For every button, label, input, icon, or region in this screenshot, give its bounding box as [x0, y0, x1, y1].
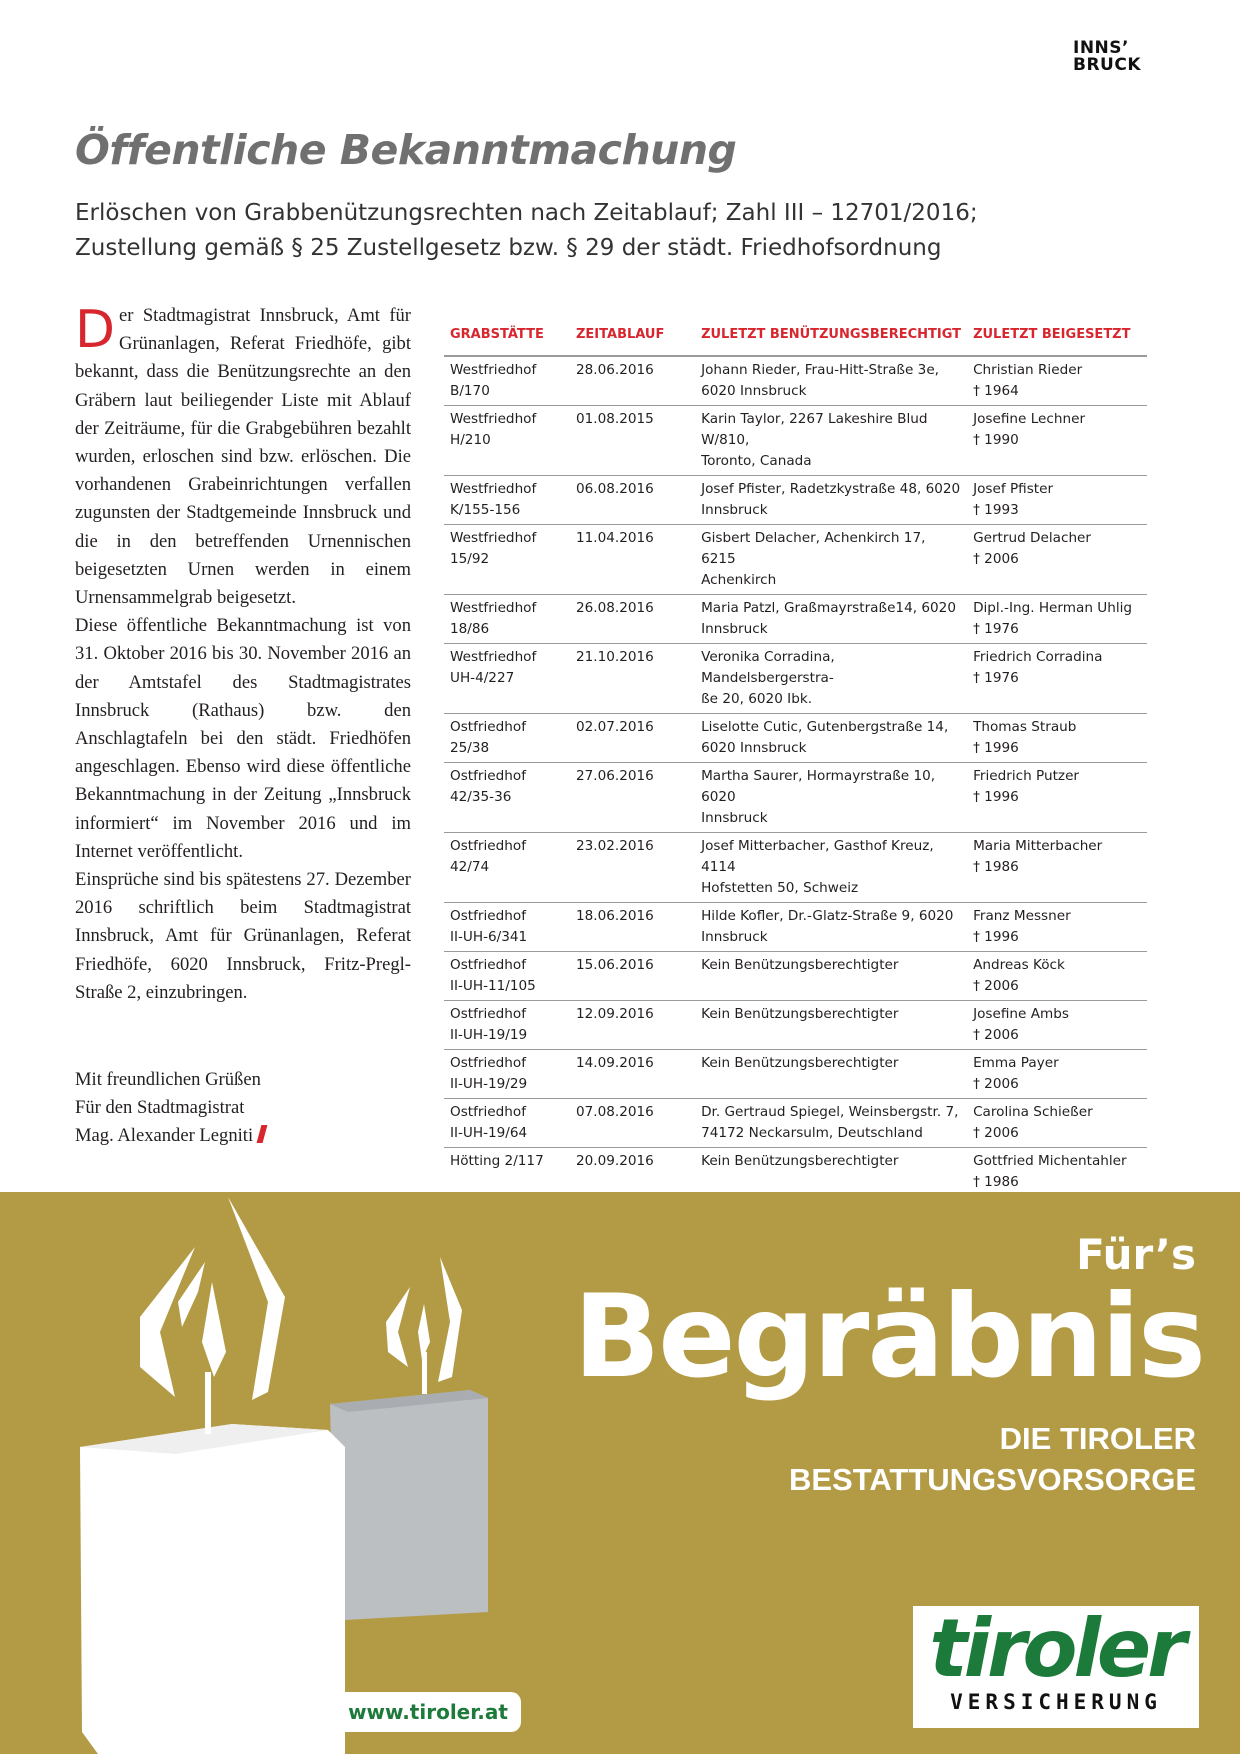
- brand-subtitle: VERSICHERUNG: [950, 1690, 1162, 1714]
- grey-candle-icon: [330, 1390, 488, 1620]
- header-zeitablauf: ZEITABLAUF: [570, 318, 695, 356]
- cell-beigesetzt: Josefine Ambs † 2006: [967, 1001, 1147, 1050]
- table-row: [444, 952, 1147, 1001]
- tiroler-versicherung-logo: [913, 1602, 1199, 1728]
- cell-zeitablauf: 18.06.2016: [570, 903, 695, 952]
- signature-greeting: Mit freundlichen Grüßen: [75, 1069, 261, 1090]
- page-subtitle: [75, 196, 1175, 266]
- cell-benuetzungsberechtigt: Kein Benützungsberechtigter: [695, 1001, 967, 1050]
- paragraph-3: Einsprüche sind bis spätestens 27. Dezember 2016 schriftlich beim Stadtmagistrat Innsbruck, Amt für Grünanlagen, Referat Friedhöfe, 6020 Innsbruck, Fritz-Pregl-Straße 2, einzubringen.: [75, 869, 411, 1003]
- cell-beigesetzt: Gertrud Delacher † 2006: [967, 525, 1147, 595]
- white-flame-inner-icon: [202, 1282, 226, 1377]
- subtitle-line-2: Zustellung gemäß § 25 Zustellgesetz bzw. § 29 der städt. Friedhofsordnung: [75, 235, 942, 261]
- header-beigesetzt: ZULETZT BEIGESETZT: [967, 318, 1147, 356]
- table-row: [444, 1001, 1147, 1050]
- table-row: [444, 903, 1147, 952]
- table-row: [444, 644, 1147, 714]
- cell-grabstaette: Westfriedhof 15/92: [444, 525, 570, 595]
- cell-benuetzungsberechtigt: Josef Mitterbacher, Gasthof Kreuz, 4114 Hofstetten 50, Schweiz: [695, 833, 967, 903]
- cell-grabstaette: Westfriedhof UH-4/227: [444, 644, 570, 714]
- table-row: [444, 1099, 1147, 1148]
- cell-beigesetzt: Maria Mitterbacher † 1986: [967, 833, 1147, 903]
- cell-grabstaette: Ostfriedhof 42/35-36: [444, 763, 570, 833]
- cell-benuetzungsberechtigt: Dr. Gertraud Spiegel, Weinsbergstr. 7, 74172 Neckarsulm, Deutschland: [695, 1099, 967, 1148]
- white-candle-icon: [80, 1424, 345, 1754]
- subtitle-line-1: Erlöschen von Grabbenützungsrechten nach Zeitablauf; Zahl III – 12701/2016;: [75, 200, 978, 226]
- brand-wordmark: tiroler: [929, 1602, 1183, 1695]
- cell-zeitablauf: 20.09.2016: [570, 1148, 695, 1197]
- cell-grabstaette: Westfriedhof K/155-156: [444, 476, 570, 525]
- grey-flame-left-icon: [386, 1287, 410, 1367]
- cell-zeitablauf: 07.08.2016: [570, 1099, 695, 1148]
- table-row: [444, 476, 1147, 525]
- drop-cap: D: [75, 300, 116, 360]
- ad-tagline-1: DIE TIROLER: [999, 1421, 1196, 1456]
- cell-zeitablauf: 11.04.2016: [570, 525, 695, 595]
- signature-block: [75, 1066, 265, 1150]
- header-grabstaette: GRABSTÄTTE: [444, 318, 570, 356]
- cell-benuetzungsberechtigt: Hilde Kofler, Dr.-Glatz-Straße 9, 6020 Innsbruck: [695, 903, 967, 952]
- table-row: [444, 763, 1147, 833]
- signature-name-row: [75, 1122, 265, 1150]
- table-row: [444, 714, 1147, 763]
- cell-beigesetzt: Friedrich Putzer † 1996: [967, 763, 1147, 833]
- table-row: [444, 595, 1147, 644]
- cell-grabstaette: Ostfriedhof 25/38: [444, 714, 570, 763]
- cell-benuetzungsberechtigt: Karin Taylor, 2267 Lakeshire Blud W/810, Toronto, Canada: [695, 406, 967, 476]
- cell-benuetzungsberechtigt: Kein Benützungsberechtigter: [695, 1148, 967, 1197]
- cell-grabstaette: Ostfriedhof 42/74: [444, 833, 570, 903]
- cell-benuetzungsberechtigt: Maria Patzl, Graßmayrstraße14, 6020 Innsbruck: [695, 595, 967, 644]
- cell-zeitablauf: 23.02.2016: [570, 833, 695, 903]
- white-candle-wick-icon: [205, 1372, 211, 1434]
- grey-flame-inner-icon: [418, 1304, 430, 1360]
- candles-illustration: [0, 1192, 560, 1754]
- cell-beigesetzt: Carolina Schießer † 2006: [967, 1099, 1147, 1148]
- cell-grabstaette: Ostfriedhof II-UH-19/64: [444, 1099, 570, 1148]
- cell-benuetzungsberechtigt: Veronika Corradina, Mandelsbergerstra- ße 20, 6020 Ibk.: [695, 644, 967, 714]
- cell-beigesetzt: Friedrich Corradina † 1976: [967, 644, 1147, 714]
- cell-benuetzungsberechtigt: Johann Rieder, Frau-Hitt-Straße 3e, 6020 Innsbruck: [695, 356, 967, 406]
- ad-furs: Für’s: [1076, 1230, 1196, 1279]
- cell-zeitablauf: 26.08.2016: [570, 595, 695, 644]
- table-row: [444, 356, 1147, 406]
- paragraph-2: Diese öffentliche Bekanntmachung ist von 31. Oktober 2016 bis 30. November 2016 an der Amtstafel des Stadtmagistrates Innsbruck (Rathaus) bzw. den Anschlagtafeln bei den städt. Friedhöfen angeschlagen. Ebenso wird diese öffentliche Bekanntmachung in der Zeitung „Innsbruck informiert“ im November 2016 und im Internet veröffentlicht.: [75, 615, 411, 862]
- cell-beigesetzt: Emma Payer † 2006: [967, 1050, 1147, 1099]
- cell-grabstaette: Ostfriedhof II-UH-11/105: [444, 952, 570, 1001]
- ad-tagline-2: BESTATTUNGSVORSORGE: [788, 1462, 1196, 1497]
- logo-line-2: BRUCK: [1073, 55, 1142, 75]
- cell-zeitablauf: 06.08.2016: [570, 476, 695, 525]
- signature-name: Mag. Alexander Legniti: [75, 1125, 254, 1146]
- cell-grabstaette: Westfriedhof B/170: [444, 356, 570, 406]
- table-row: [444, 1050, 1147, 1099]
- signature-office: Für den Stadtmagistrat: [75, 1097, 245, 1118]
- cell-beigesetzt: Josef Pfister † 1993: [967, 476, 1147, 525]
- cell-zeitablauf: 01.08.2015: [570, 406, 695, 476]
- table-header-row: [444, 318, 1147, 356]
- cell-beigesetzt: Andreas Köck † 2006: [967, 952, 1147, 1001]
- cell-grabstaette: Ostfriedhof II-UH-6/341: [444, 903, 570, 952]
- cell-benuetzungsberechtigt: Liselotte Cutic, Gutenbergstraße 14, 6020 Innsbruck: [695, 714, 967, 763]
- white-flame-right-icon: [228, 1197, 285, 1400]
- logo-line-1: INNS’: [1073, 38, 1129, 58]
- cell-grabstaette: Hötting 2/117: [444, 1148, 570, 1197]
- cell-zeitablauf: 02.07.2016: [570, 714, 695, 763]
- cell-zeitablauf: 15.06.2016: [570, 952, 695, 1001]
- ad-headline: Begräbnis: [573, 1270, 1204, 1403]
- cell-beigesetzt: Dipl.-Ing. Herman Uhlig † 1976: [967, 595, 1147, 644]
- cell-zeitablauf: 12.09.2016: [570, 1001, 695, 1050]
- cell-benuetzungsberechtigt: Kein Benützungsberechtigter: [695, 1050, 967, 1099]
- cell-grabstaette: Ostfriedhof II-UH-19/29: [444, 1050, 570, 1099]
- cell-beigesetzt: Thomas Straub † 1996: [967, 714, 1147, 763]
- red-slash-icon: [257, 1125, 268, 1143]
- cell-grabstaette: Westfriedhof 18/86: [444, 595, 570, 644]
- cell-zeitablauf: 27.06.2016: [570, 763, 695, 833]
- cell-zeitablauf: 28.06.2016: [570, 356, 695, 406]
- cell-zeitablauf: 14.09.2016: [570, 1050, 695, 1099]
- graves-table: [444, 318, 1147, 1267]
- cell-zeitablauf: 21.10.2016: [570, 644, 695, 714]
- cell-benuetzungsberechtigt: Kein Benützungsberechtigter: [695, 952, 967, 1001]
- table-row: [444, 406, 1147, 476]
- cell-benuetzungsberechtigt: Josef Pfister, Radetzkystraße 48, 6020 Innsbruck: [695, 476, 967, 525]
- cell-grabstaette: Westfriedhof H/210: [444, 406, 570, 476]
- table-row: [444, 1148, 1147, 1197]
- cell-beigesetzt: Franz Messner † 1996: [967, 903, 1147, 952]
- header-benuetzungsberechtigt: ZULETZT BENÜTZUNGSBERECHTIGT: [695, 318, 967, 356]
- cell-beigesetzt: Christian Rieder † 1964: [967, 356, 1147, 406]
- page-title: Öffentliche Bekanntmachung: [75, 126, 737, 174]
- innsbruck-logo: [1073, 40, 1153, 74]
- ad-tagline: [789, 1418, 1196, 1500]
- announcement-text: [75, 302, 411, 1007]
- cell-benuetzungsberechtigt: Gisbert Delacher, Achenkirch 17, 6215 Achenkirch: [695, 525, 967, 595]
- table-row: [444, 525, 1147, 595]
- table-row: [444, 833, 1147, 903]
- ad-banner: [0, 1192, 1240, 1754]
- cell-grabstaette: Ostfriedhof II-UH-19/19: [444, 1001, 570, 1050]
- paragraph-1-text: er Stadtmagistrat Innsbruck, Amt für Grünanlagen, Referat Friedhöfe, gibt bekannt, dass die Benützungsrechte an den Gräbern laut beiliegender Liste mit Ablauf der Zeiträume, für die Grabgebühren bezahlt wurden, erloschen sind bzw. erlöschen. Die vorhandenen Grabeinrichtungen verfallen zugunsten der Stadtgemeinde Innsbruck und die in den betreffenden Urnennischen beigesetzten Urnen werden in einem Urnensammelgrab beigesetzt.: [75, 305, 411, 609]
- grey-flame-right-icon: [438, 1257, 462, 1382]
- paragraph-1: [75, 302, 411, 612]
- ad-url-link[interactable]: www.tiroler.at: [335, 1692, 521, 1732]
- cell-beigesetzt: Gottfried Michentahler † 1986: [967, 1148, 1147, 1197]
- cell-benuetzungsberechtigt: Martha Saurer, Hormayrstraße 10, 6020 Innsbruck: [695, 763, 967, 833]
- cell-beigesetzt: Josefine Lechner † 1990: [967, 406, 1147, 476]
- white-flame-left-icon: [140, 1247, 195, 1397]
